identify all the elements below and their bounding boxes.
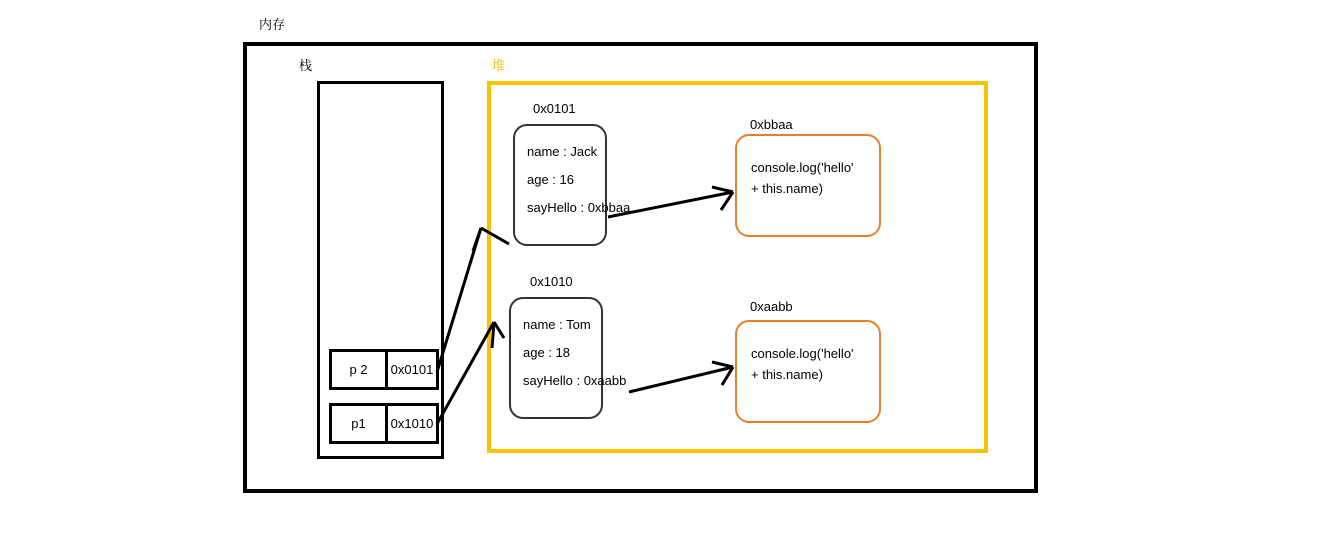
object-address-label-tom: 0x1010: [530, 274, 573, 289]
heap-function-aabb-line-2: + this.name): [751, 366, 823, 382]
heap-object-tom-row-name: name : Tom: [523, 317, 591, 332]
heap-object-tom-row-sayhello: sayHello : 0xaabb: [523, 373, 627, 388]
heap-object-jack-row-name: name : Jack: [527, 144, 598, 159]
heap-object-jack: [513, 124, 631, 246]
heap-object-jack-row-age: age : 16: [527, 172, 574, 187]
object-address-label-jack: 0x0101: [533, 101, 576, 116]
heap-label: 堆: [492, 58, 506, 73]
function-address-label-bbaa: 0xbbaa: [750, 117, 793, 132]
stack-label: 栈: [299, 58, 313, 73]
heap-function-bbaa-line-1: console.log('hello': [751, 160, 854, 175]
stack-frame-p1-name: p1: [332, 406, 388, 441]
heap-object-tom: [509, 297, 627, 419]
stack-frame-p1-address: 0x1010: [390, 416, 434, 431]
stack-frame-p1: [329, 403, 439, 444]
stack-frame-p2-name: p 2: [332, 352, 388, 387]
heap-function-aabb-line-1: console.log('hello': [751, 346, 854, 361]
heap-function-aabb: [735, 320, 881, 423]
heap-object-tom-row-age: age : 18: [523, 345, 570, 360]
stack-frame-p2: [329, 349, 439, 390]
heap-function-bbaa-line-2: + this.name): [751, 180, 823, 196]
function-address-label-aabb: 0xaabb: [750, 299, 793, 314]
stack-frame-p2-address: 0x0101: [390, 362, 434, 377]
heap-object-jack-row-sayhello: sayHello : 0xbbaa: [527, 200, 631, 215]
memory-label: 内存: [259, 17, 286, 32]
heap-function-bbaa: [735, 134, 881, 237]
